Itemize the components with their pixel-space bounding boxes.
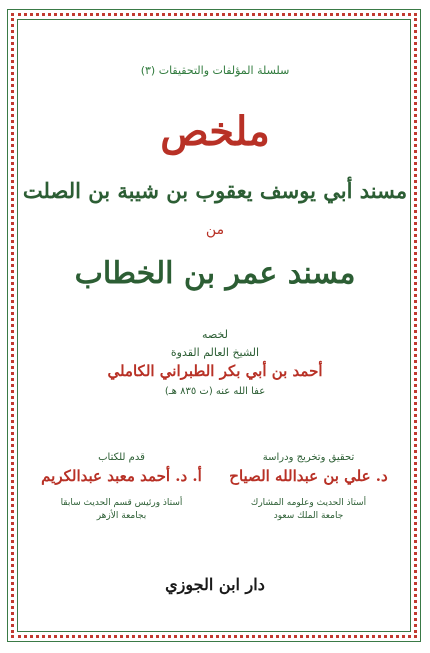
editor-name: د. علي بن عبدالله الصياح <box>229 467 388 485</box>
editor-affiliation-1: أستاذ الحديث وعلومه المشارك <box>250 498 367 508</box>
introducer-affiliation-2: بجامعة الأزهر <box>96 511 147 521</box>
author-death-note: عفا الله عنه (ت ٨٣٥ هـ) <box>164 386 266 397</box>
introducer-name: أ. د. أحمد معبد عبدالكريم <box>41 467 202 485</box>
book-title-main: ملخص <box>160 108 270 155</box>
introducer-role: قدم للكتاب <box>98 452 145 463</box>
introducer-affiliation-1: أستاذ ورئيس قسم الحديث سابقا <box>60 498 183 508</box>
author-name: أحمد بن أبي بكر الطبراني الكاملي <box>107 362 323 380</box>
title-connector: من <box>205 222 225 238</box>
book-title-line-2: مسند عمر بن الخطاب <box>74 256 356 291</box>
publisher-name: دار ابن الجوزي <box>165 575 265 594</box>
editor-block <box>221 452 396 523</box>
editor-role: تحقيق وتخريج ودراسة <box>262 452 355 463</box>
series-label: سلسلة المؤلفات والتحقيقات (٣) <box>140 64 290 77</box>
editor-affiliation-2: جامعة الملك سعود <box>273 511 344 521</box>
abridged-by-label: لخصه <box>202 328 228 341</box>
introducer-block <box>34 452 209 523</box>
book-title-line-1: مسند أبي يوسف يعقوب بن شيبة بن الصلت <box>22 178 408 203</box>
author-honorific: الشيخ العالم القدوة <box>170 346 260 359</box>
publisher-logo <box>155 568 275 602</box>
